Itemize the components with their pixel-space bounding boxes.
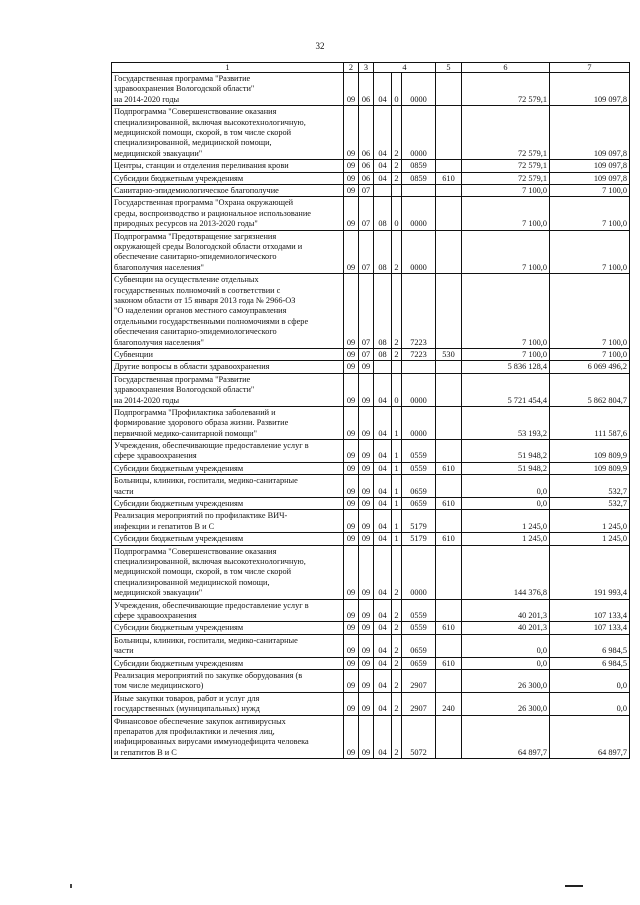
row-amount-6: 26 300,0 — [462, 692, 550, 715]
row-code-3: 07 — [359, 230, 374, 274]
row-amount-6: 7 100,0 — [462, 197, 550, 230]
row-code-4c: 0859 — [402, 172, 436, 184]
row-code-4b: 0 — [392, 73, 402, 106]
row-code-4b: 2 — [392, 230, 402, 274]
row-code-4a: 04 — [374, 172, 392, 184]
row-code-3: 06 — [359, 172, 374, 184]
row-name — [112, 160, 344, 172]
row-code-4c: 0000 — [402, 106, 436, 160]
header-col-3: 3 — [359, 63, 374, 73]
row-code-4a: 04 — [374, 462, 392, 474]
row-code-3: 09 — [359, 498, 374, 510]
row-amount-7: 7 100,0 — [550, 274, 630, 349]
row-code-2: 09 — [344, 715, 359, 759]
row-name-text: Субсидии бюджетным учреждениям — [114, 463, 244, 473]
row-code-4b: 1 — [392, 406, 402, 439]
row-code-2: 09 — [344, 462, 359, 474]
row-code-2: 09 — [344, 533, 359, 545]
row-name-text: Учреждения, обеспечивающие предоставление услуг в сфере здравоохранения — [114, 600, 309, 621]
row-code-5 — [436, 475, 462, 498]
row-code-2: 09 — [344, 510, 359, 533]
row-code-4c: 5179 — [402, 533, 436, 545]
row-code-2: 09 — [344, 622, 359, 634]
table-row — [112, 715, 630, 759]
row-code-4c — [402, 184, 436, 196]
row-code-4c: 0559 — [402, 440, 436, 463]
row-name-text: Подпрограмма "Совершенствование оказания специализированной, включая высокотехнологичную, медицинской помощи, скорой, в том числе скорой специализированной медицинской помощи, медицинской эвакуации" — [114, 546, 306, 598]
row-amount-7: 109 097,8 — [550, 73, 630, 106]
row-amount-7: 0,0 — [550, 692, 630, 715]
row-name-text: Государственная программа "Развитие здравоохранения Вологодской области" на 2014-2020 годы — [114, 374, 255, 405]
row-code-2: 09 — [344, 160, 359, 172]
row-code-4a: 04 — [374, 73, 392, 106]
row-name-text: Учреждения, обеспечивающие предоставление услуг в сфере здравоохранения — [114, 441, 309, 461]
table-row — [112, 510, 630, 533]
row-code-3: 09 — [359, 657, 374, 669]
row-code-2: 09 — [344, 172, 359, 184]
row-name — [112, 657, 344, 669]
table-row — [112, 692, 630, 715]
row-amount-6: 26 300,0 — [462, 670, 550, 693]
row-name — [112, 106, 344, 160]
row-code-4b: 2 — [392, 657, 402, 669]
row-code-2: 09 — [344, 692, 359, 715]
row-code-4b: 0 — [392, 197, 402, 230]
row-code-3: 07 — [359, 184, 374, 196]
row-code-4a: 04 — [374, 634, 392, 657]
row-code-4c: 0000 — [402, 230, 436, 274]
row-amount-7: 191 993,4 — [550, 545, 630, 599]
row-code-4c: 0000 — [402, 406, 436, 439]
row-code-4c: 0559 — [402, 622, 436, 634]
row-code-3: 09 — [359, 462, 374, 474]
budget-table — [111, 62, 630, 759]
row-name — [112, 172, 344, 184]
row-amount-7: 532,7 — [550, 475, 630, 498]
table-row — [112, 498, 630, 510]
row-amount-7: 109 097,8 — [550, 106, 630, 160]
row-code-3: 09 — [359, 406, 374, 439]
row-code-4a: 08 — [374, 197, 392, 230]
row-amount-7: 109 809,9 — [550, 440, 630, 463]
row-code-4b: 2 — [392, 692, 402, 715]
row-name-text: Другие вопросы в области здравоохранения — [114, 362, 270, 372]
row-code-4b: 2 — [392, 106, 402, 160]
row-code-4a: 04 — [374, 106, 392, 160]
table-row — [112, 230, 630, 274]
row-name — [112, 670, 344, 693]
row-code-4b: 2 — [392, 622, 402, 634]
row-code-5 — [436, 106, 462, 160]
row-code-4b: 1 — [392, 475, 402, 498]
row-amount-6: 51 948,2 — [462, 462, 550, 474]
row-amount-7: 7 100,0 — [550, 348, 630, 360]
row-code-2: 09 — [344, 274, 359, 349]
row-code-3: 06 — [359, 106, 374, 160]
table-row — [112, 184, 630, 196]
row-name-text: Государственная программа "Развитие здравоохранения Вологодской области" на 2014-2020 годы — [114, 73, 255, 104]
table-row — [112, 172, 630, 184]
row-name-text: Иные закупки товаров, работ и услуг для государственных (муниципальных) нужд — [114, 693, 260, 714]
row-name — [112, 599, 344, 622]
row-code-4c: 5179 — [402, 510, 436, 533]
row-amount-7: 6 984,5 — [550, 657, 630, 669]
row-code-4a: 04 — [374, 406, 392, 439]
row-code-3: 09 — [359, 715, 374, 759]
row-code-4a: 04 — [374, 622, 392, 634]
row-amount-6: 72 579,1 — [462, 160, 550, 172]
row-code-4c: 0659 — [402, 634, 436, 657]
row-code-4c: 0559 — [402, 599, 436, 622]
row-name — [112, 533, 344, 545]
row-name-text: Реализация мероприятий по закупке оборудования (в том числе медицинского) — [114, 671, 303, 691]
table-row — [112, 197, 630, 230]
row-code-4a: 04 — [374, 692, 392, 715]
row-code-4c: 2907 — [402, 692, 436, 715]
row-code-2: 09 — [344, 348, 359, 360]
row-code-2: 09 — [344, 197, 359, 230]
row-amount-7: 1 245,0 — [550, 510, 630, 533]
row-amount-6: 5 836 128,4 — [462, 361, 550, 373]
row-code-4a: 08 — [374, 348, 392, 360]
row-code-2: 09 — [344, 230, 359, 274]
row-code-3: 07 — [359, 274, 374, 349]
row-code-2: 09 — [344, 184, 359, 196]
row-name — [112, 462, 344, 474]
row-code-4b: 2 — [392, 715, 402, 759]
row-code-4c — [402, 361, 436, 373]
table-row — [112, 634, 630, 657]
row-amount-7: 111 587,6 — [550, 406, 630, 439]
row-name — [112, 274, 344, 349]
table-row — [112, 348, 630, 360]
row-amount-7: 109 097,8 — [550, 160, 630, 172]
row-code-5: 610 — [436, 462, 462, 474]
row-code-4b: 2 — [392, 348, 402, 360]
row-code-5 — [436, 670, 462, 693]
row-code-4c: 0659 — [402, 475, 436, 498]
row-code-4a: 08 — [374, 274, 392, 349]
row-code-4b: 1 — [392, 440, 402, 463]
row-name — [112, 361, 344, 373]
row-code-4c: 0659 — [402, 657, 436, 669]
row-code-4c: 7223 — [402, 274, 436, 349]
table-row — [112, 622, 630, 634]
row-code-4b: 2 — [392, 599, 402, 622]
row-name — [112, 197, 344, 230]
row-name-text: Подпрограмма "Профилактика заболеваний и формирование здорового образа жизни. Развитие первичной медико-санитарной помощи" — [114, 407, 289, 438]
row-code-3: 07 — [359, 348, 374, 360]
table-row — [112, 599, 630, 622]
row-amount-6: 72 579,1 — [462, 106, 550, 160]
table-row — [112, 462, 630, 474]
row-code-5 — [436, 274, 462, 349]
row-name-text: Подпрограмма "Предотвращение загрязнения окружающей среды Вологодской области отходами и обеспечение санитарно-эпидемиологического благополучия населения" — [114, 231, 303, 272]
row-code-4a: 04 — [374, 599, 392, 622]
row-name — [112, 692, 344, 715]
header-col-2: 2 — [344, 63, 359, 73]
row-code-2: 09 — [344, 406, 359, 439]
row-code-3: 09 — [359, 634, 374, 657]
header-col-7: 7 — [550, 63, 630, 73]
row-code-4a: 04 — [374, 545, 392, 599]
row-code-4b: 1 — [392, 498, 402, 510]
row-code-4a: 04 — [374, 475, 392, 498]
row-code-4a: 04 — [374, 715, 392, 759]
table-row — [112, 440, 630, 463]
row-amount-6: 1 245,0 — [462, 510, 550, 533]
row-amount-6: 1 245,0 — [462, 533, 550, 545]
row-name — [112, 230, 344, 274]
row-name — [112, 634, 344, 657]
scan-mark-right — [565, 885, 583, 887]
row-amount-7: 64 897,7 — [550, 715, 630, 759]
row-code-4a: 04 — [374, 373, 392, 406]
row-code-3: 09 — [359, 622, 374, 634]
row-code-2: 09 — [344, 670, 359, 693]
row-code-2: 09 — [344, 657, 359, 669]
page-number: 32 — [315, 41, 325, 51]
row-code-5 — [436, 406, 462, 439]
row-code-4b: 2 — [392, 274, 402, 349]
row-code-4b: 2 — [392, 634, 402, 657]
row-name-text: Субсидии бюджетным учреждениям — [114, 173, 244, 183]
row-amount-6: 72 579,1 — [462, 73, 550, 106]
row-name-text: Больницы, клиники, госпитали, медико-санитарные части — [114, 635, 298, 656]
row-code-4b: 1 — [392, 462, 402, 474]
row-code-4b: 2 — [392, 160, 402, 172]
scan-mark-left — [70, 884, 72, 888]
row-code-4b: 2 — [392, 172, 402, 184]
row-code-4b: 0 — [392, 373, 402, 406]
row-name — [112, 715, 344, 759]
row-code-5: 240 — [436, 692, 462, 715]
row-code-5 — [436, 715, 462, 759]
table-row — [112, 106, 630, 160]
row-amount-6: 53 193,2 — [462, 406, 550, 439]
row-amount-6: 51 948,2 — [462, 440, 550, 463]
row-code-3: 09 — [359, 440, 374, 463]
row-name-text: Реализация мероприятий по профилактике ВИЧ- инфекции и гепатитов В и С — [114, 511, 288, 531]
row-code-4c: 0000 — [402, 545, 436, 599]
row-code-5: 530 — [436, 348, 462, 360]
row-code-3: 09 — [359, 599, 374, 622]
row-code-4a: 04 — [374, 533, 392, 545]
row-amount-7: 107 133,4 — [550, 599, 630, 622]
row-code-3: 07 — [359, 197, 374, 230]
row-name-text: Субсидии бюджетным учреждениям — [114, 499, 244, 509]
row-amount-7: 5 862 804,7 — [550, 373, 630, 406]
row-code-4c: 5072 — [402, 715, 436, 759]
row-amount-6: 7 100,0 — [462, 230, 550, 274]
row-code-4c: 0000 — [402, 373, 436, 406]
row-code-4b — [392, 361, 402, 373]
row-code-3: 09 — [359, 533, 374, 545]
row-name-text: Субсидии бюджетным учреждениям — [114, 658, 244, 668]
header-col-5: 5 — [436, 63, 462, 73]
row-code-4a — [374, 361, 392, 373]
row-code-4a — [374, 184, 392, 196]
table-row — [112, 373, 630, 406]
row-name — [112, 348, 344, 360]
table-row — [112, 670, 630, 693]
row-code-4c: 0859 — [402, 160, 436, 172]
row-name — [112, 498, 344, 510]
row-code-2: 09 — [344, 440, 359, 463]
row-code-4a: 08 — [374, 230, 392, 274]
row-code-4b: 1 — [392, 510, 402, 533]
row-code-4a: 04 — [374, 440, 392, 463]
row-code-4b: 2 — [392, 670, 402, 693]
row-amount-6: 144 376,8 — [462, 545, 550, 599]
row-code-5 — [436, 634, 462, 657]
table-row — [112, 657, 630, 669]
row-code-5 — [436, 510, 462, 533]
row-code-4b: 1 — [392, 533, 402, 545]
row-code-2: 09 — [344, 634, 359, 657]
row-code-2: 09 — [344, 545, 359, 599]
row-code-3: 06 — [359, 160, 374, 172]
row-code-2: 09 — [344, 73, 359, 106]
row-name-text: Субсидии бюджетным учреждениям — [114, 623, 244, 633]
row-code-4a: 04 — [374, 160, 392, 172]
row-amount-7: 107 133,4 — [550, 622, 630, 634]
row-amount-6: 0,0 — [462, 657, 550, 669]
row-code-5: 610 — [436, 657, 462, 669]
row-name-text: Финансовое обеспечение закупок антивирусных препаратов для профилактики и лечения лиц, инфицированных вирусами иммунодефицита человека и гепатитов В и С — [114, 716, 309, 757]
row-code-5: 610 — [436, 533, 462, 545]
row-code-4c: 0659 — [402, 498, 436, 510]
row-name-text: Субвенции — [114, 349, 153, 359]
row-code-4a: 04 — [374, 657, 392, 669]
row-code-5 — [436, 230, 462, 274]
row-amount-7: 532,7 — [550, 498, 630, 510]
row-amount-6: 0,0 — [462, 634, 550, 657]
row-name-text: Субсидии бюджетным учреждениям — [114, 534, 244, 544]
row-code-2: 09 — [344, 599, 359, 622]
header-col-1: 1 — [112, 63, 344, 73]
row-name-text: Больницы, клиники, госпитали, медико-санитарные части — [114, 476, 298, 496]
row-code-3: 09 — [359, 510, 374, 533]
row-amount-7: 7 100,0 — [550, 230, 630, 274]
row-code-2: 09 — [344, 373, 359, 406]
row-amount-7: 0,0 — [550, 670, 630, 693]
row-name — [112, 545, 344, 599]
row-code-5 — [436, 160, 462, 172]
row-name-text: Центры, станции и отделения переливания крови — [114, 161, 289, 171]
row-amount-6: 7 100,0 — [462, 348, 550, 360]
row-code-2: 09 — [344, 475, 359, 498]
row-name-text: Государственная программа "Охрана окружающей среды, воспроизводство и рациональное использование природных ресурсов на 2013-2020 годы" — [114, 198, 311, 229]
row-code-4c: 7223 — [402, 348, 436, 360]
row-code-3: 09 — [359, 361, 374, 373]
row-amount-6: 0,0 — [462, 475, 550, 498]
row-code-5 — [436, 184, 462, 196]
row-amount-7: 1 245,0 — [550, 533, 630, 545]
row-amount-6: 5 721 454,4 — [462, 373, 550, 406]
row-code-2: 09 — [344, 498, 359, 510]
row-amount-6: 64 897,7 — [462, 715, 550, 759]
row-code-3: 06 — [359, 73, 374, 106]
row-amount-6: 7 100,0 — [462, 184, 550, 196]
row-code-4b — [392, 184, 402, 196]
row-name — [112, 622, 344, 634]
row-code-5: 610 — [436, 498, 462, 510]
row-code-2: 09 — [344, 361, 359, 373]
row-code-5 — [436, 599, 462, 622]
table-row — [112, 160, 630, 172]
row-code-3: 09 — [359, 373, 374, 406]
row-code-4c: 0000 — [402, 197, 436, 230]
row-name — [112, 475, 344, 498]
row-name — [112, 510, 344, 533]
table-row — [112, 475, 630, 498]
row-code-3: 09 — [359, 475, 374, 498]
row-name — [112, 73, 344, 106]
row-code-2: 09 — [344, 106, 359, 160]
row-code-5 — [436, 73, 462, 106]
row-code-3: 09 — [359, 692, 374, 715]
header-row — [112, 63, 630, 73]
row-amount-6: 40 201,3 — [462, 622, 550, 634]
row-name-text: Подпрограмма "Совершенствование оказания специализированной, включая высокотехнологичную, медицинской помощи, скорой, в том числе скорой специализированной, медицинской помощи, медицинской эвакуации" — [114, 107, 306, 158]
row-name-text: Субвенции на осуществление отдельных государственных полномочий в соответствии с законом области от 15 января 2013 года № 2966-ОЗ "О наделении органов местного самоуправления отдельными государственными полномочиями в сфере обеспечения санитарно-эпидемиологического благополучия населения" — [114, 275, 309, 347]
row-code-4c: 0000 — [402, 73, 436, 106]
row-code-3: 09 — [359, 545, 374, 599]
row-code-4c: 0559 — [402, 462, 436, 474]
table-row — [112, 73, 630, 106]
row-amount-7: 109 809,9 — [550, 462, 630, 474]
row-code-4a: 04 — [374, 670, 392, 693]
row-name — [112, 373, 344, 406]
row-code-5 — [436, 197, 462, 230]
row-code-4a: 04 — [374, 498, 392, 510]
row-amount-7: 7 100,0 — [550, 197, 630, 230]
row-code-3: 09 — [359, 670, 374, 693]
header-col-4: 4 — [374, 63, 436, 73]
row-name-text: Санитарно-эпидемиологическое благополучие — [114, 185, 279, 195]
row-code-5: 610 — [436, 622, 462, 634]
row-code-4c: 2907 — [402, 670, 436, 693]
row-amount-7: 6 069 496,2 — [550, 361, 630, 373]
row-name — [112, 406, 344, 439]
row-amount-6: 7 100,0 — [462, 274, 550, 349]
table-row — [112, 545, 630, 599]
table-row — [112, 361, 630, 373]
row-name — [112, 440, 344, 463]
row-code-4a: 04 — [374, 510, 392, 533]
table-row — [112, 406, 630, 439]
row-name — [112, 184, 344, 196]
row-amount-6: 40 201,3 — [462, 599, 550, 622]
row-amount-7: 7 100,0 — [550, 184, 630, 196]
row-code-5: 610 — [436, 172, 462, 184]
row-amount-6: 0,0 — [462, 498, 550, 510]
table-row — [112, 274, 630, 349]
row-amount-6: 72 579,1 — [462, 172, 550, 184]
row-amount-7: 109 097,8 — [550, 172, 630, 184]
row-code-5 — [436, 373, 462, 406]
row-code-4b: 2 — [392, 545, 402, 599]
table-row — [112, 533, 630, 545]
row-code-5 — [436, 440, 462, 463]
row-code-5 — [436, 545, 462, 599]
header-col-6: 6 — [462, 63, 550, 73]
row-code-5 — [436, 361, 462, 373]
row-amount-7: 6 984,5 — [550, 634, 630, 657]
